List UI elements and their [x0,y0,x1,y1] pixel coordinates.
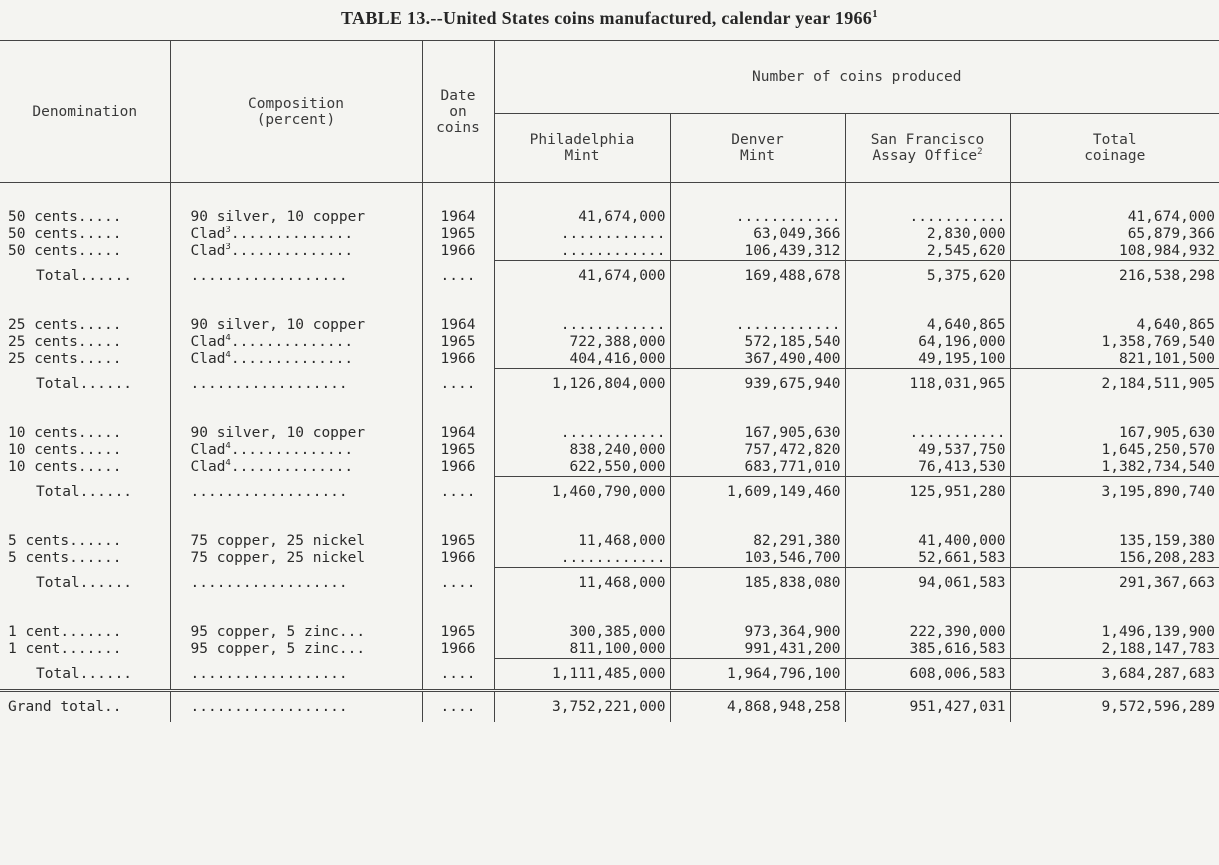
philadelphia-cell: 11,468,000 [494,533,670,550]
total-cell: 65,879,366 [1010,226,1219,243]
denver-cell: 103,546,700 [670,550,845,568]
table-row [0,317,1219,334]
total-cell: 2,184,511,905 [1010,369,1219,400]
san-francisco-cell: 52,661,583 [845,550,1010,568]
date-cell: .... [422,261,494,292]
composition-cell: 95 copper, 5 zinc... [170,641,422,659]
date-cell: 1966 [422,641,494,659]
header-denver: Denver Mint [670,114,845,183]
denomination-cell: 5 cents...... [8,533,122,549]
date-cell: 1966 [422,243,494,261]
composition-cell: 75 copper, 25 nickel [170,533,422,550]
total-label: Total...... [36,375,133,392]
composition-cell: Clad$^4$.............. [170,459,422,477]
san-francisco-cell: 222,390,000 [845,624,1010,641]
total-cell: 135,159,380 [1010,533,1219,550]
san-francisco-cell: 125,951,280 [845,477,1010,508]
total-row [0,568,1219,599]
san-francisco-cell: 2,545,620 [845,243,1010,261]
san-francisco-cell: 76,413,530 [845,459,1010,477]
total-cell: 1,645,250,570 [1010,442,1219,459]
san-francisco-cell: ........... [845,209,1010,226]
date-cell: 1965 [422,442,494,459]
table-row [0,641,1219,659]
philadelphia-cell: ............ [494,243,670,261]
philadelphia-cell: ............ [494,425,670,442]
philadelphia-cell: 41,674,000 [494,261,670,292]
composition-cell: 90 silver, 10 copper [170,209,422,226]
denomination-cell: 25 cents..... [8,334,122,350]
date-cell: .... [422,691,494,723]
composition-cell: .................. [170,477,422,508]
philadelphia-cell: 3,752,221,000 [494,691,670,723]
philadelphia-cell: ............ [494,226,670,243]
grand-total-label: Grand total.. [0,691,170,723]
table-row [0,550,1219,568]
denomination-cell: 50 cents..... [8,243,122,259]
denver-cell: 973,364,900 [670,624,845,641]
total-cell: 291,367,663 [1010,568,1219,599]
san-francisco-cell: 2,830,000 [845,226,1010,243]
total-row [0,659,1219,691]
composition-cell: .................. [170,261,422,292]
header-composition: Composition (percent) [170,41,422,183]
title-footnote: 1 [872,8,878,20]
coins-table [0,40,1219,722]
total-row [0,261,1219,292]
san-francisco-cell: 608,006,583 [845,659,1010,691]
san-francisco-cell: 5,375,620 [845,261,1010,292]
total-cell: 2,188,147,783 [1010,641,1219,659]
date-cell: 1965 [422,533,494,550]
san-francisco-cell: 4,640,865 [845,317,1010,334]
denomination-cell: 1 cent....... [8,624,122,640]
table-row [0,442,1219,459]
table-title: TABLE 13.--United States coins manufactured, calendar year 1966$^1$ [341,8,878,28]
denomination-cell: 10 cents..... [8,425,122,441]
denver-cell: 169,488,678 [670,261,845,292]
san-francisco-cell: 385,616,583 [845,641,1010,659]
denomination-cell: 50 cents..... [8,209,122,225]
date-cell: 1966 [422,351,494,369]
date-cell: 1964 [422,317,494,334]
san-francisco-cell: 64,196,000 [845,334,1010,351]
composition-cell: Clad$^4$.............. [170,334,422,351]
denomination-cell: 25 cents..... [8,317,122,333]
philadelphia-cell: 300,385,000 [494,624,670,641]
date-cell: .... [422,659,494,691]
philadelphia-cell: 1,460,790,000 [494,477,670,508]
philadelphia-cell: 1,111,485,000 [494,659,670,691]
total-cell: 1,358,769,540 [1010,334,1219,351]
total-cell: 821,101,500 [1010,351,1219,369]
total-cell: 216,538,298 [1010,261,1219,292]
date-cell: .... [422,477,494,508]
san-francisco-cell: 49,195,100 [845,351,1010,369]
philadelphia-cell: 811,100,000 [494,641,670,659]
philadelphia-cell: 41,674,000 [494,209,670,226]
date-cell: 1965 [422,624,494,641]
san-francisco-cell: 94,061,583 [845,568,1010,599]
date-cell: 1966 [422,459,494,477]
denver-cell: 4,868,948,258 [670,691,845,723]
total-cell: 41,674,000 [1010,209,1219,226]
denver-cell: 757,472,820 [670,442,845,459]
total-cell: 1,382,734,540 [1010,459,1219,477]
denomination-cell: 10 cents..... [8,459,122,475]
denver-cell: 1,964,796,100 [670,659,845,691]
date-cell: 1966 [422,550,494,568]
header-total-coinage: Total coinage [1010,114,1219,183]
header-san-francisco: San Francisco Assay Office$^2$ [845,114,1010,183]
total-row [0,369,1219,400]
denver-cell: 63,049,366 [670,226,845,243]
composition-cell: 90 silver, 10 copper [170,425,422,442]
table-row [0,533,1219,550]
date-cell: 1964 [422,425,494,442]
denver-cell: 683,771,010 [670,459,845,477]
san-francisco-cell: 41,400,000 [845,533,1010,550]
composition-cell: .................. [170,568,422,599]
philadelphia-cell: 838,240,000 [494,442,670,459]
table-row [0,243,1219,261]
philadelphia-cell: 11,468,000 [494,568,670,599]
denomination-cell: 25 cents..... [8,351,122,367]
table-row [0,334,1219,351]
composition-cell: Clad$^4$.............. [170,442,422,459]
philadelphia-cell: 404,416,000 [494,351,670,369]
denver-cell: 939,675,940 [670,369,845,400]
total-cell: 4,640,865 [1010,317,1219,334]
total-cell: 1,496,139,900 [1010,624,1219,641]
table-row [0,425,1219,442]
composition-cell: .................. [170,691,422,723]
composition-cell: Clad$^3$.............. [170,243,422,261]
denomination-cell: 50 cents..... [8,226,122,242]
philadelphia-cell: 622,550,000 [494,459,670,477]
philadelphia-cell: 1,126,804,000 [494,369,670,400]
denomination-cell: 1 cent....... [8,641,122,657]
table-row [0,351,1219,369]
total-cell: 9,572,596,289 [1010,691,1219,723]
san-francisco-cell: ........... [845,425,1010,442]
composition-cell: 75 copper, 25 nickel [170,550,422,568]
total-cell: 108,984,932 [1010,243,1219,261]
san-francisco-cell: 951,427,031 [845,691,1010,723]
denomination-cell: 5 cents...... [8,550,122,566]
denver-cell: ............ [670,317,845,334]
san-francisco-cell: 49,537,750 [845,442,1010,459]
header-date: Date on coins [422,41,494,183]
total-cell: 167,905,630 [1010,425,1219,442]
grand-total-row [0,691,1219,723]
total-label: Total...... [36,483,133,500]
philadelphia-cell: ............ [494,317,670,334]
total-cell: 3,195,890,740 [1010,477,1219,508]
denver-cell: 991,431,200 [670,641,845,659]
composition-cell: Clad$^4$.............. [170,351,422,369]
total-label: Total...... [36,267,133,284]
date-cell: 1965 [422,334,494,351]
denver-cell: 1,609,149,460 [670,477,845,508]
denver-cell: 106,439,312 [670,243,845,261]
total-row [0,477,1219,508]
composition-cell: .................. [170,369,422,400]
date-cell: .... [422,568,494,599]
composition-cell: Clad$^3$.............. [170,226,422,243]
philadelphia-cell: ............ [494,550,670,568]
denver-cell: 185,838,080 [670,568,845,599]
denver-cell: 167,905,630 [670,425,845,442]
total-cell: 156,208,283 [1010,550,1219,568]
table-row [0,459,1219,477]
composition-cell: .................. [170,659,422,691]
total-label: Total...... [36,574,133,591]
denver-cell: 367,490,400 [670,351,845,369]
date-cell: 1965 [422,226,494,243]
header-denomination: Denomination [0,41,170,183]
composition-cell: 95 copper, 5 zinc... [170,624,422,641]
composition-cell: 90 silver, 10 copper [170,317,422,334]
denomination-cell: 10 cents..... [8,442,122,458]
denver-cell: 572,185,540 [670,334,845,351]
table-row [0,226,1219,243]
denver-cell: ............ [670,209,845,226]
total-label: Total...... [36,665,133,682]
date-cell: .... [422,369,494,400]
table-row [0,209,1219,226]
header-number-produced: Number of coins produced [494,41,1219,114]
denver-cell: 82,291,380 [670,533,845,550]
header-philadelphia: Philadelphia Mint [494,114,670,183]
table-row [0,624,1219,641]
san-francisco-cell: 118,031,965 [845,369,1010,400]
philadelphia-cell: 722,388,000 [494,334,670,351]
total-cell: 3,684,287,683 [1010,659,1219,691]
date-cell: 1964 [422,209,494,226]
